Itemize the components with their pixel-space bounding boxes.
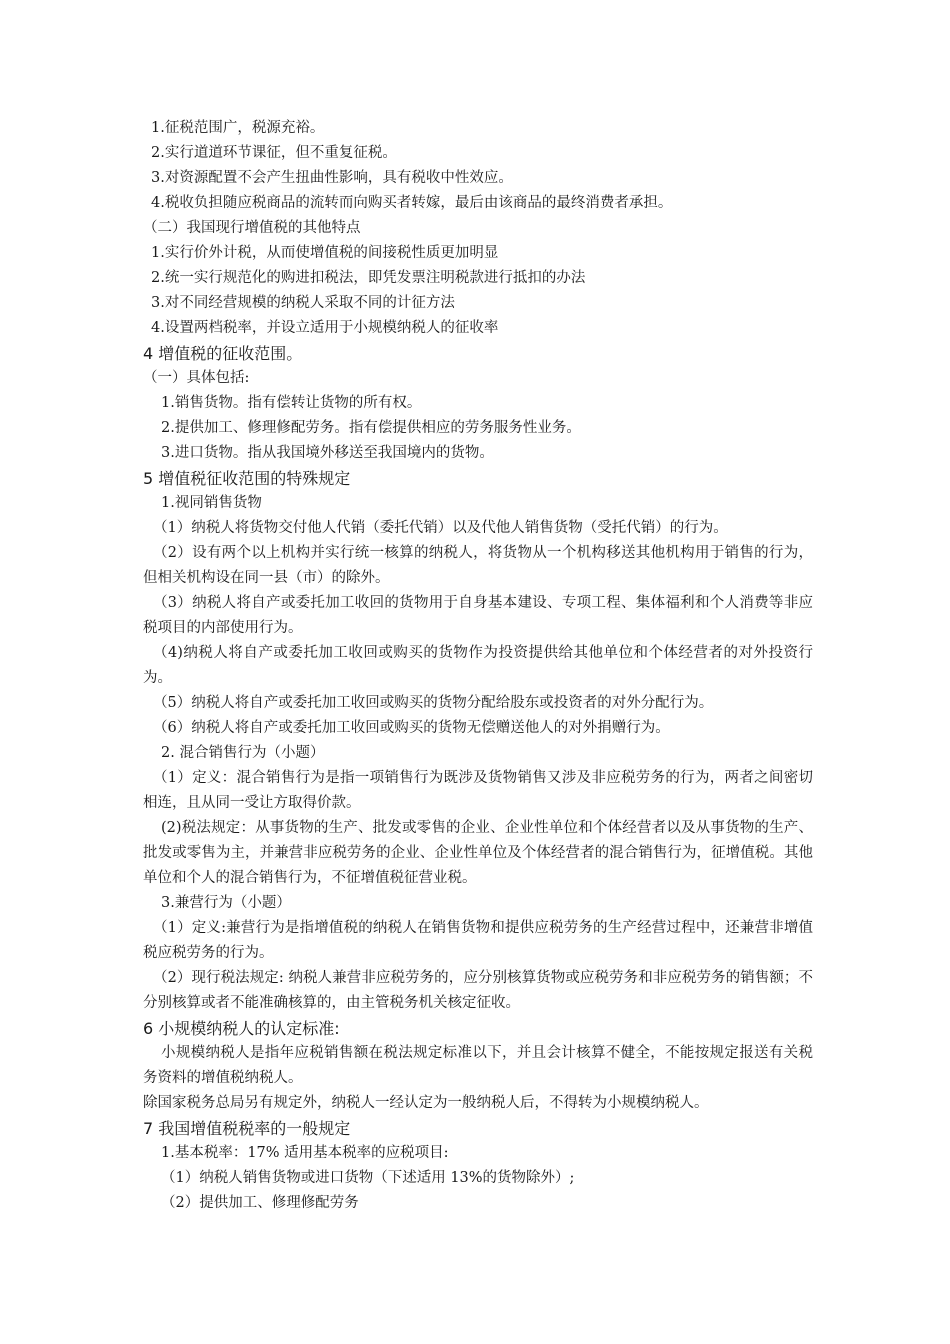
section-heading-7: 7 我国增值税税率的一般规定 — [143, 1119, 351, 1138]
text-line: 3.进口货物。指从我国境外移送至我国境内的货物。 — [161, 445, 494, 461]
paragraph: （1）纳税人将货物交付他人代销（委托代销）以及代他人销售货物（受托代销）的行为。 — [153, 520, 728, 536]
paragraph: （2）设有两个以上机构并实行统一核算的纳税人，将货物从一个机构移送其他机构用于销售的行为，但相关机构设在同一县（市）的除外。 — [143, 545, 813, 586]
subsection-title: （一）具体包括: — [143, 370, 250, 386]
text-line: 1.视同销售货物 — [161, 495, 262, 511]
paragraph: 小规模纳税人是指年应税销售额在税法规定标准以下，并且会计核算不健全，不能按规定报送有关税务资料的增值税纳税人。 — [143, 1045, 813, 1086]
text-line: 2.统一实行规范化的购进扣税法，即凭发票注明税款进行抵扣的办法 — [151, 270, 586, 286]
paragraph: （4)纳税人将自产或委托加工收回或购买的货物作为投资提供给其他单位和个体经营者的对外投资行为。 — [143, 645, 813, 686]
section-heading-6: 6 小规模纳税人的认定标准: — [143, 1019, 340, 1038]
section-heading-5: 5 增值税征收范围的特殊规定 — [143, 469, 351, 488]
paragraph: （1）定义：混合销售行为是指一项销售行为既涉及货物销售又涉及非应税劳务的行为，两者之间密切相连，且从同一受让方取得价款。 — [143, 770, 813, 811]
paragraph: （6）纳税人将自产或委托加工收回或购买的货物无偿赠送他人的对外捐赠行为。 — [153, 720, 670, 736]
text-line: 3.兼营行为（小题） — [161, 895, 291, 911]
paragraph: （5）纳税人将自产或委托加工收回或购买的货物分配给股东或投资者的对外分配行为。 — [153, 695, 714, 711]
text-line: 1.实行价外计税，从而使增值税的间接税性质更加明显 — [151, 245, 499, 261]
text-line: （1）纳税人销售货物或进口货物（下述适用 13%的货物除外）; — [161, 1170, 575, 1186]
text-line: 1.销售货物。指有偿转让货物的所有权。 — [161, 395, 422, 411]
text-line: 1.征税范围广，税源充裕。 — [151, 120, 325, 136]
section-heading-4: 4 增值税的征收范围。 — [143, 344, 303, 363]
paragraph: （3）纳税人将自产或委托加工收回的货物用于自身基本建设、专项工程、集体福利和个人消费等非应税项目的内部使用行为。 — [143, 595, 813, 636]
document-body — [143, 116, 813, 1216]
text-line: 4.税收负担随应税商品的流转而向购买者转嫁，最后由该商品的最终消费者承担。 — [151, 195, 673, 211]
paragraph: （2）现行税法规定: 纳税人兼营非应税劳务的，应分别核算货物或应税劳务和非应税劳务的销售额；不分别核算或者不能准确核算的，由主管税务机关核定征收。 — [143, 970, 813, 1011]
paragraph: 除国家税务总局另有规定外，纳税人一经认定为一般纳税人后，不得转为小规模纳税人。 — [143, 1095, 709, 1111]
text-line: （2）提供加工、修理修配劳务 — [161, 1195, 359, 1211]
text-line: 2.提供加工、修理修配劳务。指有偿提供相应的劳务服务性业务。 — [161, 420, 581, 436]
text-line: 2.实行道道环节课征，但不重复征税。 — [151, 145, 397, 161]
text-line: 3.对资源配置不会产生扭曲性影响，具有税收中性效应。 — [151, 170, 513, 186]
text-line: 2. 混合销售行为（小题） — [161, 745, 325, 761]
paragraph: (2)税法规定：从事货物的生产、批发或零售的企业、企业性单位和个体经营者以及从事货物的生产、批发或零售为主，并兼营非应税劳务的企业、企业性单位及个体经营者的混合销售行为，征增值税。其他单位和个人的混合销售行为，不征增值税征营业税。 — [143, 820, 813, 886]
text-line: 1.基本税率：17% 适用基本税率的应税项目: — [161, 1145, 449, 1161]
paragraph: （1）定义:兼营行为是指增值税的纳税人在销售货物和提供应税劳务的生产经营过程中，还兼营非增值税应税劳务的行为。 — [143, 920, 813, 961]
text-line: 3.对不同经营规模的纳税人采取不同的计征方法 — [151, 295, 455, 311]
text-line: 4.设置两档税率，并设立适用于小规模纳税人的征收率 — [151, 320, 499, 336]
subsection-title: （二）我国现行增值税的其他特点 — [143, 220, 361, 236]
